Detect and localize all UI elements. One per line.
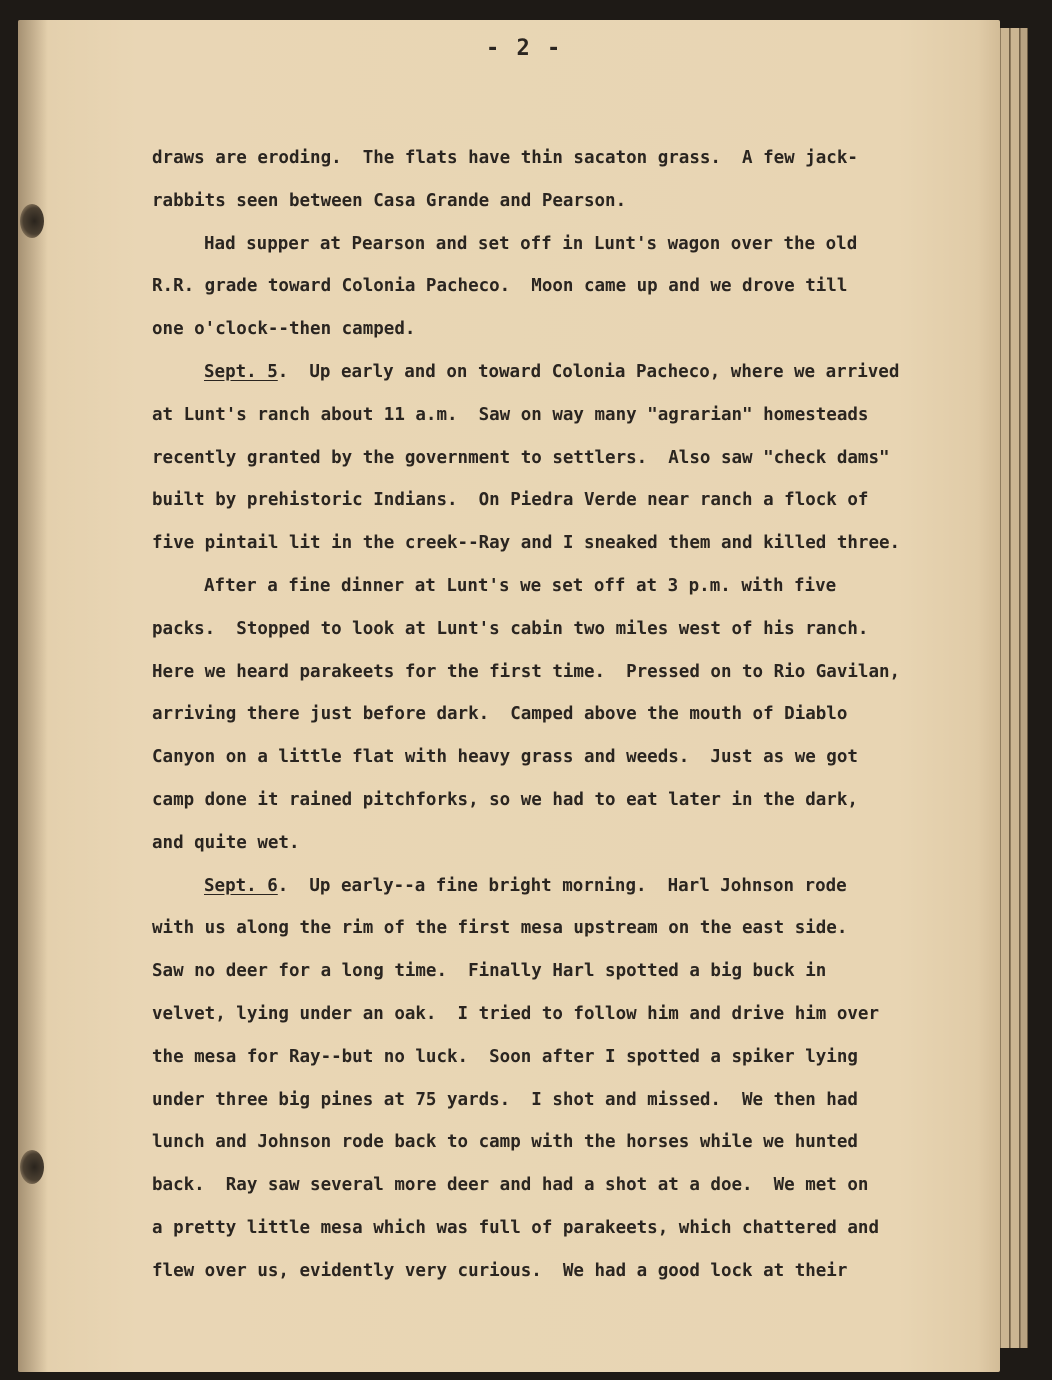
text-line: the mesa for Ray--but no luck. Soon after I spotted a spiker lying — [152, 1046, 858, 1067]
binding-hole — [20, 1150, 44, 1184]
text-line: at Lunt's ranch about 11 a.m. Saw on way many "agrarian" homesteads — [152, 404, 869, 425]
text-line: Here we heard parakeets for the first time. Pressed on to Rio Gavilan, — [152, 661, 901, 682]
text-line: lunch and Johnson rode back to camp with the horses while we hunted — [152, 1132, 858, 1153]
entry-date: Sept. 5 — [204, 361, 278, 382]
text-line: recently granted by the government to settlers. Also saw "check dams" — [152, 447, 890, 468]
page-stack-edge — [1010, 28, 1020, 1348]
text-line: R.R. grade toward Colonia Pacheco. Moon came up and we drove till — [152, 276, 848, 297]
text-line: built by prehistoric Indians. On Piedra Verde near ranch a flock of — [152, 490, 869, 511]
page-number: - 2 - — [486, 36, 563, 61]
journal-text — [152, 137, 952, 1293]
text-line: Had supper at Pearson and set off in Lunt's wagon over the old — [204, 233, 858, 254]
text-line: arriving there just before dark. Camped above the mouth of Diablo — [152, 704, 848, 725]
text-line: and quite wet. — [152, 832, 300, 853]
text-line: with us along the rim of the first mesa upstream on the east side. — [152, 918, 848, 939]
text-line: Canyon on a little flat with heavy grass and weeds. Just as we got — [152, 747, 858, 768]
text-line: camp done it rained pitchforks, so we had to eat later in the dark, — [152, 789, 858, 810]
text-line: flew over us, evidently very curious. We had a good lock at their — [152, 1260, 848, 1281]
entry-first-line — [152, 865, 952, 908]
page-stack-edge — [1020, 28, 1028, 1348]
entry-text: . Up early and on toward Colonia Pacheco, where we arrived — [277, 361, 900, 382]
text-line: one o'clock--then camped. — [152, 319, 416, 340]
text-line: After a fine dinner at Lunt's we set off at 3 p.m. with five — [204, 575, 837, 596]
binding-hole — [20, 204, 44, 238]
text-line: back. Ray saw several more deer and had a shot at a doe. We met on — [152, 1175, 869, 1196]
entry-first-line — [152, 351, 952, 394]
text-line: five pintail lit in the creek--Ray and I sneaked them and killed three. — [152, 533, 901, 554]
text-line: draws are eroding. The flats have thin sacaton grass. A few jack- — [152, 148, 858, 168]
text-line: a pretty little mesa which was full of parakeets, which chattered and — [152, 1217, 879, 1238]
text-line: packs. Stopped to look at Lunt's cabin two miles west of his ranch. — [152, 618, 869, 639]
entry-date: Sept. 6 — [204, 875, 278, 896]
text-line: Saw no deer for a long time. Finally Harl spotted a big buck in — [152, 961, 827, 982]
text-line: under three big pines at 75 yards. I shot and missed. We then had — [152, 1089, 858, 1110]
text-line: rabbits seen between Casa Grande and Pearson. — [152, 190, 627, 211]
page-stack-edge — [1000, 28, 1010, 1348]
entry-text: . Up early--a fine bright morning. Harl Johnson rode — [277, 875, 847, 896]
text-line: velvet, lying under an oak. I tried to follow him and drive him over — [152, 1003, 879, 1024]
